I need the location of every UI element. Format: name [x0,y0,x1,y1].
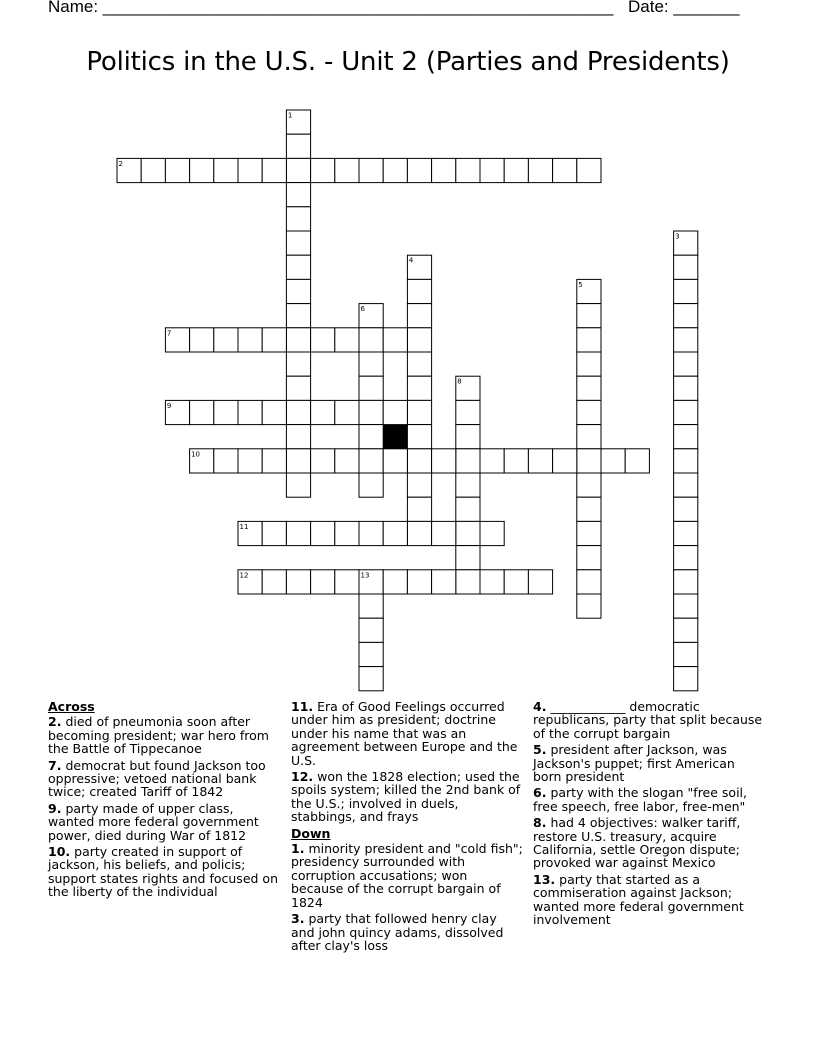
crossword-cell[interactable] [456,425,480,449]
crossword-cell[interactable] [335,400,359,424]
crossword-cell[interactable] [577,400,601,424]
crossword-cell[interactable] [359,425,383,449]
cell-number: 11 [239,522,249,531]
crossword-cell[interactable] [383,449,407,473]
crossword-cell[interactable] [674,521,698,545]
crossword-cell[interactable] [214,449,238,473]
crossword-cell[interactable] [286,570,310,594]
crossword-cell[interactable] [311,328,335,352]
crossword-cell[interactable] [262,328,286,352]
crossword-cell[interactable] [335,570,359,594]
crossword-cell[interactable] [674,449,698,473]
crossword-cell[interactable] [577,570,601,594]
crossword-cell[interactable] [577,449,601,473]
crossword-cell[interactable] [359,594,383,618]
crossword-cell[interactable] [238,158,262,182]
crossword-cell[interactable] [407,400,431,424]
crossword-cell[interactable] [674,328,698,352]
crossword-cell[interactable] [262,400,286,424]
crossword-cell[interactable] [456,473,480,497]
crossword-cell[interactable] [214,158,238,182]
crossword-cell[interactable] [407,521,431,545]
crossword-cell[interactable] [407,158,431,182]
crossword-cell[interactable] [141,158,165,182]
clue-across-7: 7. democrat but found Jackson too oppressive; vetoed national bank twice; created Tariff of 1842 [48,757,266,800]
crossword-cell[interactable] [674,304,698,328]
crossword-cell[interactable] [407,352,431,376]
crossword-cell[interactable] [456,449,480,473]
crossword-cell[interactable] [456,497,480,521]
crossword-cell[interactable] [577,425,601,449]
crossword-cell[interactable] [335,521,359,545]
crossword-cell[interactable] [577,473,601,497]
crossword-cell[interactable] [577,546,601,570]
date-field-label[interactable]: Date: _______ [628,0,740,16]
crossword-cell[interactable] [359,376,383,400]
cell-number: 2 [118,159,123,168]
crossword-cell[interactable] [286,255,310,279]
crossword-cell[interactable] [165,158,189,182]
crossword-cell[interactable] [286,521,310,545]
crossword-cell[interactable] [456,400,480,424]
crossword-cell[interactable] [407,279,431,303]
cell-number: 10 [191,450,201,459]
cell-number: 4 [408,256,414,265]
crossword-cell[interactable] [674,497,698,521]
crossword-cell[interactable] [456,570,480,594]
cell-number: 6 [360,305,365,314]
crossword-cell[interactable] [577,521,601,545]
crossword-cell[interactable] [577,376,601,400]
crossword-cell[interactable] [286,158,310,182]
crossword-cell[interactable] [674,594,698,618]
crossword-cell[interactable] [286,425,310,449]
crossword-cell[interactable] [286,231,310,255]
crossword-cell[interactable] [286,328,310,352]
crossword-cell[interactable] [335,328,359,352]
crossword-cell[interactable] [407,570,431,594]
crossword-cell[interactable] [286,400,310,424]
crossword-cell[interactable] [190,158,214,182]
crossword-cell[interactable] [383,570,407,594]
cell-number: 13 [360,571,370,580]
crossword-cell[interactable] [432,449,456,473]
crossword-cell[interactable] [480,570,504,594]
crossword-cell[interactable] [528,449,552,473]
name-field-label[interactable]: Name: ______________________________________________________ [48,0,614,16]
crossword-cell[interactable] [674,570,698,594]
cell-number: 3 [675,232,680,241]
crossword-cell[interactable] [674,642,698,666]
clue-down-8: 8. had 4 objectives: walker tariff, restore U.S. treasury, acquire California, settle Oregon dispute; provoked war against Mexico [533,815,741,871]
crossword-cell[interactable] [286,207,310,231]
crossword-cell[interactable] [262,158,286,182]
crossword-cell[interactable] [674,473,698,497]
clue-down-13: 13. party that started as a commiseration against Jackson; wanted more federal government involvement [533,871,744,928]
crossword-cell[interactable] [674,376,698,400]
crossword-cell[interactable] [359,473,383,497]
crossword-cell[interactable] [359,328,383,352]
crossword-cell[interactable] [504,449,528,473]
crossword-cell[interactable] [214,400,238,424]
cell-number: 5 [578,280,583,289]
crossword-cell[interactable] [456,521,480,545]
clue-down-6: 6. party with the slogan "free soil, free speech, free labor, free-men" [533,785,747,814]
crossword-cell[interactable] [674,425,698,449]
crossword-cell[interactable] [480,449,504,473]
crossword-cell[interactable] [262,449,286,473]
clue-down-4: 4. ____________ democratic republicans, party that split because of the corrupt bargain [533,699,763,741]
crossword-cell[interactable] [577,594,601,618]
page-title: Politics in the U.S. - Unit 2 (Parties and Presidents) [86,47,730,77]
clue-down-3: 3. party that followed henry clay and john quincy adams, dissolved after clay's loss [291,911,504,953]
clue-across-9: 9. party made of upper class, wanted more federal government power, died during War of 1812 [48,800,259,843]
crossword-cell[interactable] [504,158,528,182]
clue-down-1: 1. minority president and "cold fish"; presidency surrounded with corruption accusations; won because of the corrupt bargain of 1824 [291,841,523,910]
cell-number: 7 [166,329,172,338]
crossword-cell[interactable] [286,449,310,473]
clue-column-2 [291,700,523,955]
crossword-cell[interactable] [456,158,480,182]
crossword-cell[interactable] [407,304,431,328]
clue-column-1 [48,700,280,902]
down-heading: Down [291,825,331,841]
crossword-cell[interactable] [528,570,552,594]
crossword-cell[interactable] [335,158,359,182]
crossword-cell[interactable] [238,449,262,473]
crossword-cell[interactable] [480,521,504,545]
crossword-cell[interactable] [286,183,310,207]
crossword-cell[interactable] [311,449,335,473]
crossword-cell[interactable] [383,400,407,424]
crossword-cell[interactable] [311,521,335,545]
crossword-cell[interactable] [359,642,383,666]
clue-across-12: 12. won the 1828 election; used the spoils system; killed the 2nd bank of the U.S.; involved in duels, stabbings, and frays [291,769,521,825]
crossword-cell[interactable] [480,158,504,182]
crossword-cell[interactable] [504,570,528,594]
crossword-cell[interactable] [359,400,383,424]
clue-across-11: 11. Era of Good Feelings occurred under him as president; doctrine under his name that was an agreement between Europe and the U.S. [291,699,518,768]
crossword-cell[interactable] [286,473,310,497]
crossword-cell[interactable] [262,570,286,594]
crossword-cell[interactable] [674,400,698,424]
crossword-cell[interactable] [286,279,310,303]
crossword-cell[interactable] [432,158,456,182]
crossword-cell[interactable] [214,328,238,352]
crossword-cell[interactable] [311,570,335,594]
crossword-cell[interactable] [577,497,601,521]
crossword-cell[interactable] [432,521,456,545]
crossword-cell[interactable] [407,497,431,521]
crossword-cell[interactable] [674,279,698,303]
crossword-cell[interactable] [577,304,601,328]
crossword-cell[interactable] [262,521,286,545]
crossword-cell[interactable] [577,158,601,182]
crossword-cell[interactable] [359,158,383,182]
clue-column-3 [533,700,765,930]
clue-down-5: 5. president after Jackson, was Jackson's puppet; first American born president [533,742,735,785]
crossword-cell[interactable] [407,425,431,449]
crossword-cell[interactable] [238,328,262,352]
crossword-cell[interactable] [190,400,214,424]
crossword-cell[interactable] [383,521,407,545]
black-cell [383,425,407,449]
cell-number: 1 [287,111,293,120]
crossword-cell[interactable] [311,158,335,182]
crossword-cell[interactable] [553,449,577,473]
crossword-cell[interactable] [674,546,698,570]
clue-across-10: 10. party created in support of jackson, his beliefs, and policis; support states rights and focused on the liberty of the individual [48,844,278,900]
cell-number: 8 [457,377,462,386]
clue-across-2: 2. died of pneumonia soon after becoming president; war hero from the Battle of Tippecanoe [48,714,269,757]
crossword-cell[interactable] [407,376,431,400]
crossword-cell[interactable] [577,328,601,352]
crossword-cell[interactable] [432,570,456,594]
across-heading: Across [48,699,95,714]
crossword-cell[interactable] [359,521,383,545]
crossword-cell[interactable] [601,449,625,473]
crossword-cell[interactable] [359,618,383,642]
crossword-cell[interactable] [625,449,649,473]
crossword-cell[interactable] [335,449,359,473]
crossword-cell[interactable] [286,352,310,376]
crossword-cell[interactable] [190,328,214,352]
crossword-cell[interactable] [674,667,698,691]
crossword-cell[interactable] [359,352,383,376]
crossword-cell[interactable] [286,134,310,158]
crossword-cell[interactable] [383,158,407,182]
crossword-cell[interactable] [359,667,383,691]
crossword-cell[interactable] [383,328,407,352]
crossword-cell[interactable] [456,546,480,570]
crossword-cell[interactable] [674,352,698,376]
crossword-cell[interactable] [286,304,310,328]
crossword-cell[interactable] [407,473,431,497]
crossword-cell[interactable] [286,376,310,400]
crossword-cell[interactable] [553,158,577,182]
crossword-cell[interactable] [311,400,335,424]
crossword-cell[interactable] [577,352,601,376]
cell-number: 12 [239,571,249,580]
crossword-cell[interactable] [674,255,698,279]
crossword-cell[interactable] [407,328,431,352]
crossword-cell[interactable] [528,158,552,182]
crossword-cell[interactable] [407,449,431,473]
crossword-cell[interactable] [674,618,698,642]
crossword-cell[interactable] [238,400,262,424]
crossword-cell[interactable] [359,449,383,473]
cell-number: 9 [166,401,172,410]
